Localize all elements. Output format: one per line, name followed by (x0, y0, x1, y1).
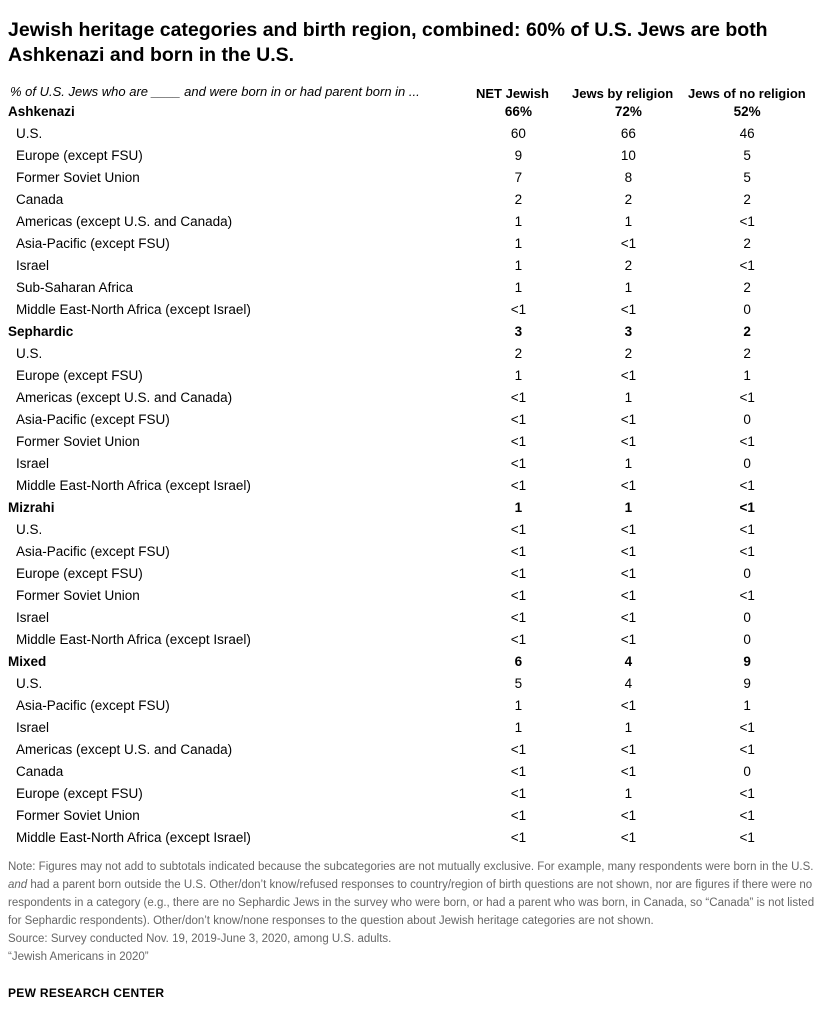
table-row (8, 540, 808, 562)
table-row (8, 782, 808, 804)
value-cell: 1 (514, 279, 523, 295)
category-row (8, 100, 808, 122)
value-cell: <1 (620, 543, 637, 559)
region-label: U.S. (16, 521, 43, 537)
category-total-cell: 4 (624, 653, 633, 669)
value-cell: 46 (739, 125, 755, 141)
value-cell: <1 (620, 807, 637, 823)
region-label: Americas (except U.S. and Canada) (16, 213, 233, 229)
value-cell: <1 (620, 411, 637, 427)
value-cell: <1 (510, 455, 527, 471)
table-row (8, 606, 808, 628)
value-cell: <1 (620, 829, 637, 845)
value-cell: 8 (624, 169, 633, 185)
value-cell: 2 (743, 279, 751, 295)
category-total-cell: 3 (624, 323, 633, 339)
table-row (8, 716, 808, 738)
value-cell: <1 (739, 389, 755, 405)
source-text: Source: Survey conducted Nov. 19, 2019-June 3, 2020, among U.S. adults. (8, 933, 392, 945)
value-cell: 2 (514, 345, 523, 361)
table-row (8, 474, 808, 496)
region-label: U.S. (16, 675, 43, 691)
value-cell: <1 (620, 609, 637, 625)
column-header-jews-by-religion: Jews by religion (572, 86, 674, 101)
value-cell: <1 (739, 257, 755, 273)
value-cell: <1 (739, 543, 755, 559)
region-label: Middle East-North Africa (except Israel) (16, 829, 251, 845)
category-total-cell: 9 (743, 653, 751, 669)
value-cell: <1 (510, 389, 527, 405)
category-total-cell: 3 (514, 323, 523, 339)
table-row (8, 430, 808, 452)
category-label: Mixed (8, 653, 47, 669)
value-cell: 5 (514, 675, 523, 691)
region-label: Former Soviet Union (16, 169, 140, 185)
region-label: Former Soviet Union (16, 587, 140, 603)
region-label: Middle East-North Africa (except Israel) (16, 301, 251, 317)
table-row (8, 254, 808, 276)
value-cell: 1 (743, 367, 751, 383)
table-row (8, 584, 808, 606)
value-cell: <1 (510, 565, 527, 581)
category-label: Ashkenazi (8, 103, 75, 119)
value-cell: <1 (739, 741, 755, 757)
table-row (8, 232, 808, 254)
data-table (8, 100, 808, 848)
region-label: Asia-Pacific (except FSU) (16, 697, 170, 713)
value-cell: 0 (743, 609, 751, 625)
category-label: Sephardic (8, 323, 74, 339)
value-cell: <1 (510, 301, 527, 317)
value-cell: 2 (624, 191, 633, 207)
table-row (8, 408, 808, 430)
table-row (8, 188, 808, 210)
value-cell: 60 (510, 125, 526, 141)
value-cell: <1 (620, 741, 637, 757)
category-total-cell: 52% (733, 103, 761, 119)
value-cell: 5 (743, 169, 751, 185)
value-cell: 9 (514, 147, 523, 163)
table-row (8, 144, 808, 166)
value-cell: <1 (510, 587, 527, 603)
region-label: Former Soviet Union (16, 433, 140, 449)
region-label: Israel (16, 257, 50, 273)
note-text: Note: Figures may not add to subtotals indicated because the subcategories are not mutually exclusive. For example, many respondents were born in the U.S. (8, 861, 814, 873)
value-cell: 2 (743, 235, 751, 251)
notes (8, 858, 818, 966)
category-total-cell: 1 (514, 499, 523, 515)
value-cell: 1 (514, 213, 523, 229)
value-cell: <1 (739, 433, 755, 449)
value-cell: 2 (514, 191, 523, 207)
value-cell: <1 (620, 433, 637, 449)
region-label: Canada (16, 763, 64, 779)
value-cell: 1 (624, 785, 633, 801)
value-cell: <1 (510, 785, 527, 801)
region-label: Americas (except U.S. and Canada) (16, 741, 233, 757)
category-total-cell: 2 (743, 323, 751, 339)
region-label: Americas (except U.S. and Canada) (16, 389, 233, 405)
value-cell: <1 (510, 609, 527, 625)
region-label: Israel (16, 455, 50, 471)
value-cell: <1 (510, 829, 527, 845)
note-emphasis: and (8, 879, 28, 891)
value-cell: 7 (514, 169, 523, 185)
table-row (8, 672, 808, 694)
category-row (8, 650, 808, 672)
brand-logo-text: PEW RESEARCH CENTER (8, 986, 165, 1000)
value-cell: 0 (743, 411, 751, 427)
table-row (8, 166, 808, 188)
category-total-cell: 1 (624, 499, 633, 515)
value-cell: 10 (620, 147, 636, 163)
region-label: Europe (except FSU) (16, 565, 143, 581)
region-label: Canada (16, 191, 64, 207)
value-cell: <1 (620, 631, 637, 647)
value-cell: 1 (514, 719, 523, 735)
table-row (8, 210, 808, 232)
value-cell: 0 (743, 631, 751, 647)
category-total-cell: 6 (514, 653, 523, 669)
region-label: Europe (except FSU) (16, 367, 143, 383)
region-label: Asia-Pacific (except FSU) (16, 235, 170, 251)
value-cell: <1 (620, 763, 637, 779)
table-row (8, 694, 808, 716)
value-cell: 1 (624, 719, 633, 735)
value-cell: 1 (514, 235, 523, 251)
value-cell: 1 (743, 697, 751, 713)
category-row (8, 496, 808, 518)
table-row (8, 122, 808, 144)
value-cell: 1 (624, 389, 633, 405)
value-cell: <1 (739, 719, 755, 735)
value-cell: 1 (514, 257, 523, 273)
report-title: “Jewish Americans in 2020” (8, 951, 149, 963)
value-cell: <1 (510, 477, 527, 493)
note-text-continued: had a parent born outside the U.S. Other/don’t know/refused responses to country/region of birth questions are not shown, nor are figures if there were no respondents in a category (e.g., there are no Sephardic Jews in the survey who were born, or had a parent who was born, in Canada, so “Canada” is not listed for Sephardic respondents). Other/don’t know/none responses to the question about Jewish heritage categories are not shown. (8, 879, 815, 927)
value-cell: <1 (510, 543, 527, 559)
value-cell: 0 (743, 763, 751, 779)
value-cell: <1 (739, 785, 755, 801)
region-label: Asia-Pacific (except FSU) (16, 543, 170, 559)
value-cell: <1 (510, 631, 527, 647)
value-cell: <1 (739, 477, 755, 493)
region-label: Israel (16, 719, 50, 735)
region-label: U.S. (16, 125, 43, 141)
category-label: Mizrahi (8, 499, 55, 515)
region-label: Israel (16, 609, 50, 625)
column-header-net-jewish: NET Jewish (476, 86, 549, 101)
value-cell: <1 (620, 235, 637, 251)
value-cell: <1 (739, 521, 755, 537)
value-cell: <1 (620, 301, 637, 317)
value-cell: 1 (624, 455, 633, 471)
value-cell: 66 (620, 125, 636, 141)
region-label: Asia-Pacific (except FSU) (16, 411, 170, 427)
value-cell: 1 (624, 213, 633, 229)
table-row (8, 364, 808, 386)
region-label: U.S. (16, 345, 43, 361)
value-cell: <1 (510, 741, 527, 757)
region-label: Europe (except FSU) (16, 785, 143, 801)
table-row (8, 386, 808, 408)
table-row (8, 738, 808, 760)
region-label: Middle East-North Africa (except Israel) (16, 631, 251, 647)
category-total-cell: <1 (739, 499, 755, 515)
value-cell: 2 (624, 345, 633, 361)
table-row (8, 342, 808, 364)
table-row (8, 452, 808, 474)
table-row (8, 298, 808, 320)
table-row (8, 760, 808, 782)
value-cell: <1 (510, 807, 527, 823)
value-cell: <1 (510, 763, 527, 779)
value-cell: <1 (739, 807, 755, 823)
value-cell: <1 (620, 521, 637, 537)
value-cell: 4 (624, 675, 633, 691)
value-cell: <1 (620, 565, 637, 581)
value-cell: <1 (510, 521, 527, 537)
value-cell: <1 (739, 829, 755, 845)
table-row (8, 628, 808, 650)
value-cell: <1 (739, 587, 755, 603)
value-cell: 0 (743, 565, 751, 581)
value-cell: <1 (620, 477, 637, 493)
region-label: Sub-Saharan Africa (16, 279, 134, 295)
table-row (8, 826, 808, 848)
table-row (8, 518, 808, 540)
value-cell: <1 (620, 367, 637, 383)
value-cell: 1 (624, 279, 633, 295)
value-cell: <1 (510, 433, 527, 449)
region-label: Europe (except FSU) (16, 147, 143, 163)
value-cell: 0 (743, 301, 751, 317)
value-cell: <1 (510, 411, 527, 427)
value-cell: <1 (620, 587, 637, 603)
chart-title: Jewish heritage categories and birth region, combined: 60% of U.S. Jews are both Ashkenazi and born in the U.S. (8, 19, 768, 66)
value-cell: 2 (743, 345, 751, 361)
value-cell: <1 (739, 213, 755, 229)
table-row (8, 804, 808, 826)
value-cell: 9 (743, 675, 751, 691)
value-cell: <1 (620, 697, 637, 713)
category-total-cell: 72% (614, 103, 642, 119)
region-label: Middle East-North Africa (except Israel) (16, 477, 251, 493)
table-row (8, 562, 808, 584)
value-cell: 0 (743, 455, 751, 471)
value-cell: 1 (514, 367, 523, 383)
category-row (8, 320, 808, 342)
value-cell: 5 (743, 147, 751, 163)
value-cell: 2 (624, 257, 633, 273)
region-label: Former Soviet Union (16, 807, 140, 823)
table-subheader: % of U.S. Jews who are ____ and were born in or had parent born in ... (10, 84, 420, 99)
table-row (8, 276, 808, 298)
category-total-cell: 66% (504, 103, 532, 119)
value-cell: 1 (514, 697, 523, 713)
value-cell: 2 (743, 191, 751, 207)
column-header-jews-of-no-religion: Jews of no religion (688, 86, 806, 101)
